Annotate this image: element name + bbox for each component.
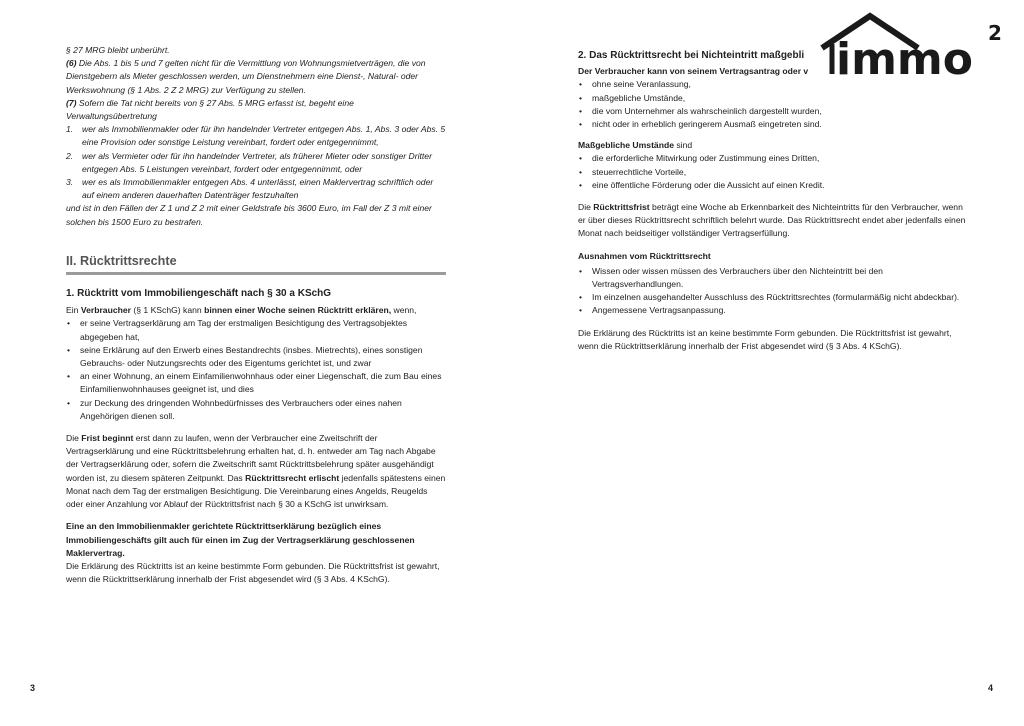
- intro-bold-verbraucher: Verbraucher: [80, 305, 131, 316]
- frist-text: Die: [578, 202, 594, 213]
- law-paragraph-6-label: (6): [66, 58, 77, 69]
- immo2-logo-icon: [818, 10, 1014, 86]
- frist-text: beträgt eine Woche ab Erkennbarkeit des Nichteintritts für den Verbraucher, wenn er über dieses Rücktrittsrecht schriftlich belehrt wurde. Das Rücktrittsrecht endet aber jedenfalls einen Monat nach beidseitiger vollständiger Vertragserfüllung.: [578, 202, 966, 239]
- list-item: • Wissen oder wissen müssen des Verbrauchers über den Nichteintritt bei den Vertragsverhandlungen.: [592, 265, 968, 291]
- frist-bold-erlischt: Rücktrittsrecht erlischt: [245, 472, 340, 483]
- law-paragraph-6: [66, 57, 446, 97]
- ausnahmen-list: [578, 265, 968, 318]
- law-paragraph-7: [66, 97, 446, 123]
- form-paragraph: Die Erklärung des Rücktritts ist an keine bestimmte Form gebunden. Die Rücktrittsfrist ist gewahrt, wenn die Rücktrittserklärung innerhalb der Frist abgesendet wird (§ 3 Abs. 4 KSchG).: [66, 560, 440, 585]
- list-item-number: 1.: [66, 124, 74, 135]
- left-text-column: [66, 44, 446, 586]
- law-paragraph-6-text: Die Abs. 1 bis 5 und 7 gelten nicht für die Vermittlung von Wohnungsmietverträgen, die von Dienstgebern als Mieter geschlossen werden, um Dienstnehmern eine Dienst-, Natural- oder Werkswohnung (§ 1 Abs. 2 Z 2 MRG) zur Verfügung zu stellen.: [66, 58, 426, 95]
- right-form-paragraph: Die Erklärung des Rücktritts ist an keine bestimmte Form gebunden. Die Rücktrittsfrist ist gewahrt, wenn die Rücktrittserklärung innerhalb der Frist abgesendet wird (§ 3 Abs. 4 KSchG).: [578, 327, 952, 351]
- list-item: • an einer Wohnung, an einem Einfamilienwohnhaus oder einer Liegenschaft, die zum Bau eines Einfamilienwohnhauses geeignet ist, und dies: [80, 370, 446, 396]
- logo-text: immo: [836, 34, 974, 85]
- intro-paragraph: [66, 304, 446, 317]
- right-lead: Der Verbraucher kann von seinem Vertragsantrag oder v: [578, 66, 809, 77]
- list-item: • die vom Unternehmer als wahrscheinlich dargestellt wurden,: [592, 105, 968, 118]
- list-item: • eine öffentliche Förderung oder die Aussicht auf einen Kredit.: [592, 179, 968, 192]
- list-item: [66, 150, 446, 176]
- law-paragraph-7-label: (7): [66, 97, 77, 108]
- list-item: • steuerrechtliche Vorteile,: [592, 166, 968, 179]
- law-numbered-list: [66, 123, 446, 202]
- list-item-text: wer als Vermieter oder für ihn handelnder Vertreter, als früherer Mieter oder sonstiger Dritter entgegen Abs. 5 Leistungen vereinbart, fordert oder entgegennimmt, oder: [82, 150, 432, 174]
- law-closing: und ist in den Fällen der Z 1 und Z 2 mit einer Geldstrafe bis 3600 Euro, im Fall der Z 3 mit einer solchen bis 1500 Euro zu bestrafen.: [66, 203, 432, 227]
- frist-bold: Rücktrittsfrist: [593, 202, 650, 213]
- subsection-title: 1. Rücktritt vom Immobiliengeschäft nach § 30 a KSchG: [66, 288, 332, 300]
- frist-text: Die: [66, 433, 82, 444]
- conditions-list-2: [578, 152, 968, 192]
- page-number-left: 3: [30, 683, 36, 693]
- frist-text: jedenfalls spätestens einen Monat nach dem Tag der erstmaligen Besichtigung. Die Vereinbarung eines Angelds, Reugelds oder einer Anzahlung vor Ablauf der Rücktrittsfrist nach § 30 a KSchG ist unwirksam.: [66, 472, 446, 510]
- list-item: • zur Deckung des dringenden Wohnbedürfnisses des Verbrauchers oder eines nahen Angehörigen dienen soll.: [80, 397, 446, 423]
- ruecktrittsfrist-paragraph: [578, 201, 968, 241]
- list-item-number: 3.: [66, 177, 74, 188]
- conditions-list: [66, 317, 446, 423]
- right-heading: 2. Das Rücktrittsrecht bei Nichteintritt maßgebli: [578, 50, 805, 61]
- list-item: • ohne seine Veranlassung,: [592, 78, 968, 91]
- immo2-logo: [818, 10, 1014, 86]
- law-excerpt: [66, 44, 446, 229]
- right-page: [512, 0, 1024, 726]
- umstaende-text: sind: [673, 140, 693, 151]
- list-item: • maßgebliche Umstände,: [592, 92, 968, 105]
- umstaende-bold: Maßgebliche Umstände: [578, 140, 674, 151]
- list-item: • nicht oder in erheblich geringerem Ausmaß eingetreten sind.: [592, 118, 968, 131]
- ausnahmen-title: Ausnahmen vom Rücktrittsrecht: [578, 250, 711, 261]
- conditions-list-1: [578, 78, 968, 131]
- law-paragraph-7-text: Sofern die Tat nicht bereits von § 27 Abs. 5 MRG erfasst ist, begeht eine Verwaltungsübertretung: [66, 97, 354, 122]
- list-item: • die erforderliche Mitwirkung oder Zustimmung eines Dritten,: [592, 152, 968, 165]
- law-line-27mrg: § 27 MRG bleibt unberührt.: [66, 45, 170, 55]
- list-item-number: 2.: [66, 150, 74, 161]
- frist-bold-beginnt: Frist beginnt: [81, 433, 134, 444]
- umstaende-line: [578, 139, 968, 152]
- section-title: II. Rücktrittsrechte: [66, 253, 177, 268]
- intro-text: wenn,: [391, 305, 417, 316]
- list-item: • Im einzelnen ausgehandelter Ausschluss des Rücktrittsrechtes (formularmäßig nicht abdeckbar).: [592, 291, 968, 304]
- list-item-text: wer es als Immobilienmakler entgegen Abs. 4 unterlässt, einen Maklervertrag schriftlich oder auf einem anderen dauerhaften Datenträger festzuhalten: [82, 177, 434, 201]
- page-number-right: 4: [988, 683, 994, 693]
- intro-bold-woche: binnen einer Woche seinen Rücktritt erklären,: [204, 305, 392, 316]
- right-text-column: [578, 49, 968, 353]
- frist-text: erst dann zu laufen, wenn der Verbraucher eine Zweitschrift der Vertragserklärung und eine Rücktrittsbelehrung erhalten hat, d. h. entweder am Tag nach Abgabe der Vertragserklärung oder, sofern die Zweitschrift samt Rücktrittsbelehrung später ausgehändigt worden ist, zu diesem späteren Zeitpunkt. Das: [66, 433, 436, 483]
- section-divider: [66, 272, 446, 275]
- logo-superscript: 2: [988, 21, 1002, 45]
- list-item: • er seine Vertragserklärung am Tag der erstmaligen Besichtigung des Vertragsobjektes abgegeben hat,: [80, 317, 446, 343]
- list-item: • Angemessene Vertragsanpassung.: [592, 304, 968, 317]
- section-header: [66, 255, 446, 275]
- list-item: • seine Erklärung auf den Erwerb eines Bestandrechts (insbes. Mietrechts), eines sonstigen Gebrauchs- oder Nutzungsrechts oder des Eigentums gerichtet ist, und zwar: [80, 344, 446, 370]
- frist-paragraph: [66, 432, 446, 511]
- intro-text: Ein: [66, 305, 81, 316]
- intro-text: (§ 1 KSchG) kann: [130, 305, 205, 316]
- list-item: [66, 123, 446, 149]
- list-item: [66, 176, 446, 202]
- makler-bold-paragraph: Eine an den Immobilienmakler gerichtete Rücktrittserklärung bezüglich eines Immobiliengeschäfts gilt auch für einen im Zug der Vertragserklärung geschlossenen Maklervertrag.: [66, 521, 415, 558]
- list-item-text: wer als Immobilienmakler oder für ihn handelnder Vertreter entgegen Abs. 1, Abs. 3 oder Abs. 5 eine Provision oder sonstige Leistung vereinbart, fordert oder entgegennimmt,: [82, 124, 446, 148]
